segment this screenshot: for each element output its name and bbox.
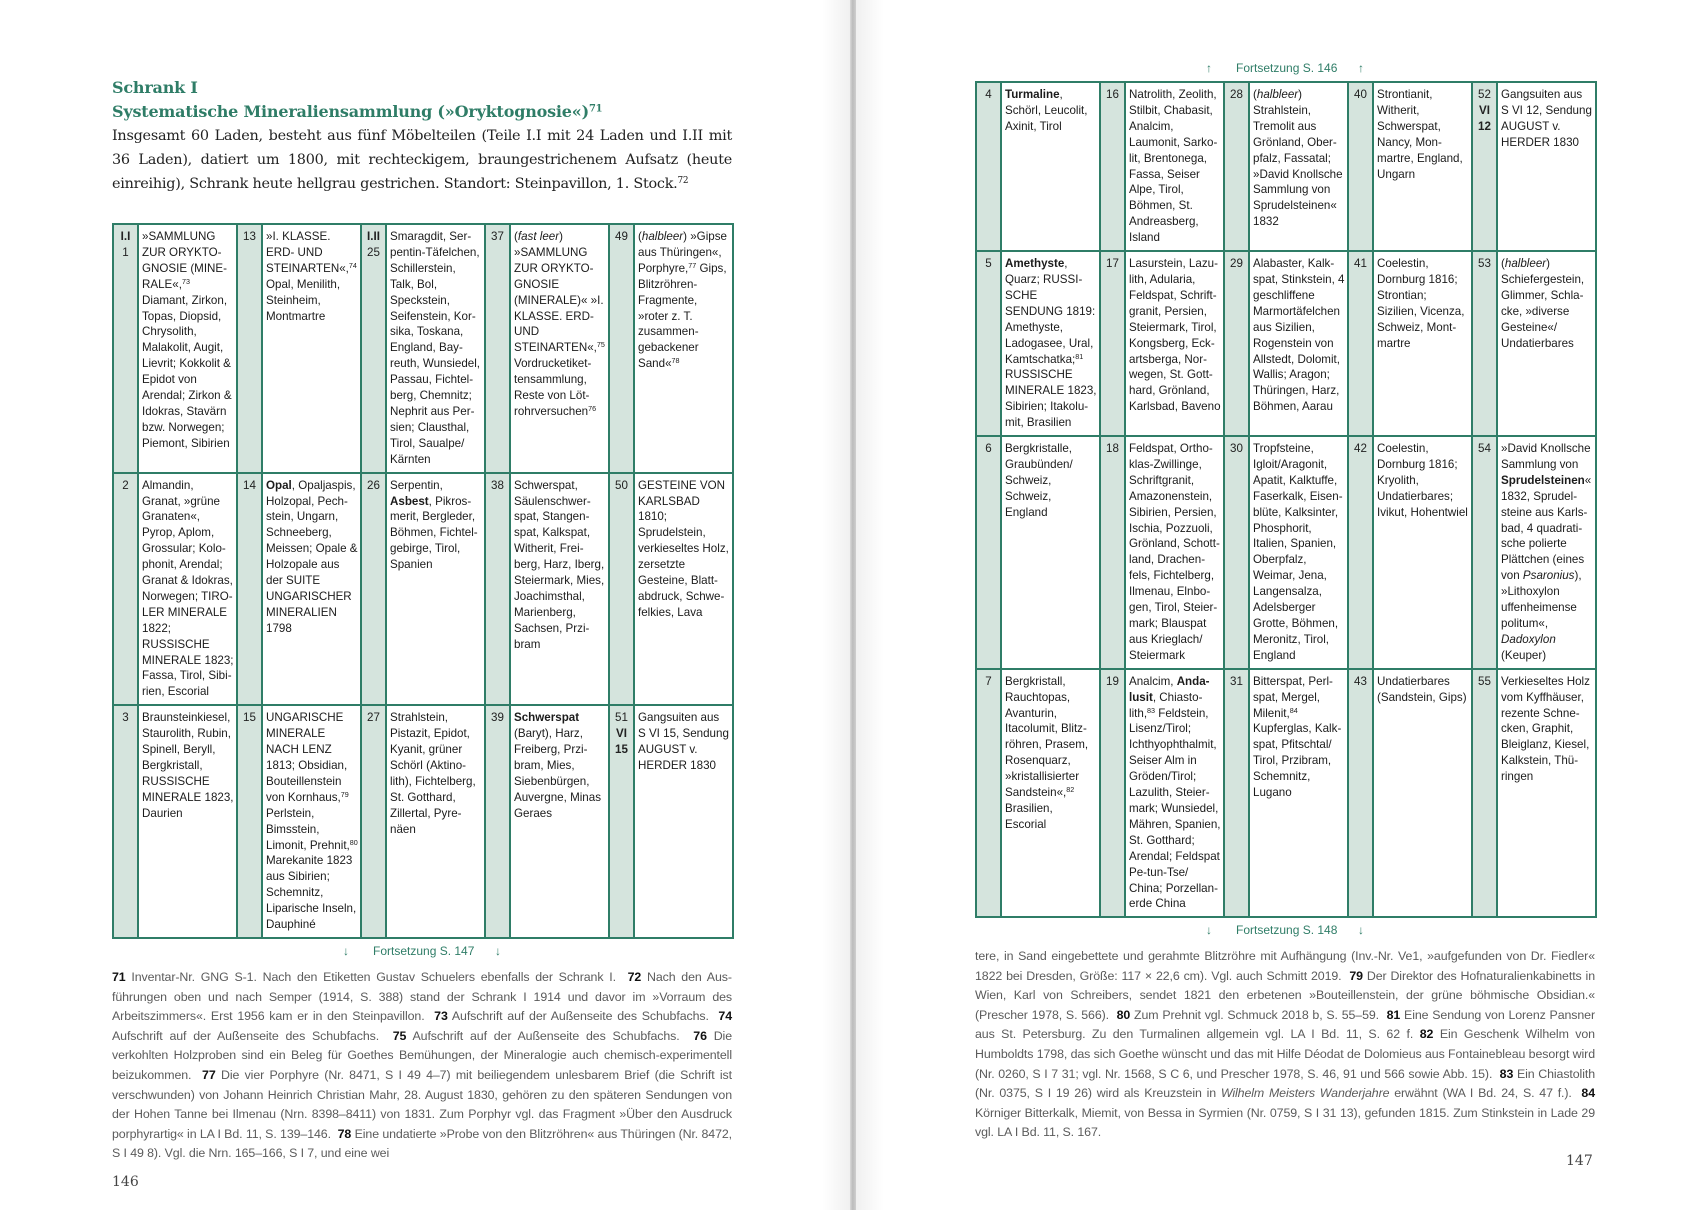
drawer-number: [1100, 251, 1125, 436]
drawer-number: [1348, 436, 1373, 669]
table-row: [976, 436, 1596, 669]
drawer-number: [1348, 669, 1373, 918]
drawer-number: [1100, 436, 1125, 669]
drawer-contents: (halbleer) »Gipse aus Thüringen«, Porphyre,$^{77}$ Gips, Blitzröhren-Fragmente, »roter z. T. zusammengebackener Sand«$^{78}$: [634, 224, 733, 473]
drawer-number: [113, 224, 138, 473]
drawer-number: [113, 473, 138, 706]
drawer-number-label: 51: [615, 711, 628, 725]
drawer-number-label: 14: [243, 478, 256, 492]
drawer-number: [237, 224, 262, 473]
drawer-number: [485, 705, 510, 938]
drawer-number-label: 43: [1354, 674, 1367, 688]
drawer-number: [609, 705, 634, 938]
drawer-contents: Smaragdit, Serpentin-Täfelchen, Schillerstein, Talk, Bol, Speckstein, Seifenstein, Korsika, Toskana, England, Bayreuth, Wunsiedel, Passau, Fichtelberg, Chemnitz; Nephrit aus Persien; Clausthal, Tirol, Saualpe/ Kärnten: [386, 224, 485, 473]
drawer-number-label: 2: [122, 478, 129, 492]
page-edge-shadow: [822, 0, 850, 1210]
footnote-ref: 71: [588, 103, 603, 115]
drawer-number: [1472, 669, 1497, 918]
drawer-contents: (fast leer) »SAMMLUNG ZUR ORYKTOGNOSIE (MINERALE)« »I. KLASSE. ERD- UND STEINARTEN«,$^{75}$ Vordrucketikettensammlung, Reste von Lötrohrversuchen$^{76}$: [510, 224, 609, 473]
drawer-contents: Schwerspat, Säulenschwerspat, Stangenspat, Kalkspat, Witherit, Freiberg, Harz, Iberg, Steiermark, Mies, Joachimsthal, Marienberg, Sachsen, Przibram: [510, 473, 609, 706]
drawer-sub-label: VI: [1479, 103, 1490, 117]
drawer-contents: Serpentin, Asbest, Pikrosmerit, Bergleder, Böhmen, Fichtelgebirge, Tirol, Spanien: [386, 473, 485, 706]
continuation-note: [343, 944, 513, 960]
arrow-up-icon: ↑: [1358, 61, 1364, 75]
drawer-contents: Coelestin, Dornburg 1816; Kryolith, Undatierbares; Ivikut, Hohentwiel: [1373, 436, 1472, 669]
footnotes: tere, in Sand eingebettete und gerahmte Blitzröhre mit Aufhängung (Inv.-Nr. Ve1, »aufgefunden von Dr. Fiedler« 1822 bei Dresden, Größe: 117 × 22,6 cm). Vgl. auch Schmitt 2019. 79 Der Direktor des Hofnaturalienkabinetts in Wien, Karl von Schreibers, sendet 1821 den erbetenen »Bouteillenstein, der grüne böhmische Obsidian.« (Prescher 1978, S. 566). 80 Zum Prehnit vgl. Schmuck 2018 b, S. 55–59. 81 Eine Sendung von Lorenz Pansner aus St. Petersburg. Zu den Turmalinen allgemein vgl. LA I Bd. 11, S. 62 f. 82 Ein Geschenk Wilhelm von Humboldts 1798, das sich Goethe wünscht und das mit Hilfe Déodat de Dolomieus aus Fontainebleau besorgt wird (Nr. 0260, S I 7 31; vgl. Nr. 1568, S C 6, und Prescher 1978, S. 46, 91 und 566 sowie Abb. 15). 83 Ein Chiastolith (Nr. 0375, S I 19 26) wird als Kreuzstein in Wilhelm Meisters Wanderjahre erwähnt (WA I Bd. 24, S. 47 f.). 84 Körniger Bitterkalk, Miemit, von Bessa in Syrmien (Nr. 0759, S I 31 13), gefunden 1815. Zum Stinkstein in Lade 29 vgl. LA I Bd. 11, S. 167.: [975, 949, 1595, 1140]
page-number: 146: [112, 1174, 139, 1190]
drawer-number-label: 18: [1106, 442, 1119, 456]
table-row: [976, 82, 1596, 251]
drawer-number: [1472, 251, 1497, 436]
drawer-contents: Turmaline, Schörl, Leucolit, Axinit, Tirol: [1001, 82, 1100, 251]
drawer-number: [609, 224, 634, 473]
drawer-sub-label: VI: [616, 727, 627, 741]
drawer-number-label: I.I: [120, 230, 131, 243]
drawer-number: [609, 473, 634, 706]
arrow-down-icon: ↓: [1358, 923, 1364, 937]
table-row: [976, 669, 1596, 918]
drawer-number-label: 3: [122, 711, 129, 725]
continuation-note-top: [1206, 61, 1376, 77]
drawer-number-label: 19: [1106, 674, 1119, 688]
arrow-down-icon: ↓: [1206, 923, 1212, 937]
drawer-number-label: 29: [1230, 257, 1243, 271]
drawer-number: [1224, 82, 1249, 251]
drawer-contents: Schwerspat (Baryt), Harz, Freiberg, Przibram, Mies, Siebenbürgen, Auvergne, Minas Geraes: [510, 705, 609, 938]
drawer-number-label: 30: [1230, 442, 1243, 456]
drawer-number: [1472, 82, 1497, 251]
continuation-link[interactable]: Fortsetzung S. 148: [1236, 923, 1338, 937]
table-row: [113, 473, 733, 706]
drawer-number-label: I.II: [367, 230, 380, 243]
drawer-contents: Strahlstein, Pistazit, Epidot, Kyanit, grüner Schörl (Aktinolith), Fichtelberg, St. Gotthard, Zillertal, Pyrenäen: [386, 705, 485, 938]
drawer-number: [1472, 436, 1497, 669]
intro-text: Insgesamt 60 Laden, besteht aus fünf Möbelteilen (Teile I.I mit 24 Laden und I.II mit 36 Laden), datiert um 1800, mit rechteckigem, braungestrichenem Aufsatz (heute einreihig), Schrank heute hellgrau gestrichen. Standort: Steinpavillon, 1. Stock.: [112, 128, 732, 192]
drawer-number: [485, 224, 510, 473]
drawer-number-label: 26: [367, 478, 380, 492]
arrow-down-icon: ↓: [495, 944, 501, 958]
drawer-number: [976, 436, 1001, 669]
drawer-number: [113, 705, 138, 938]
drawer-number-label: 4: [985, 88, 992, 101]
drawer-contents: Natrolith, Zeolith, Stilbit, Chabasit, Analcim, Laumonit, Sarkolit, Brentonega, Fassa, Seiser Alpe, Tirol, Böhmen, St. Andreasberg, Island: [1125, 82, 1224, 251]
drawer-contents: Gangsuiten aus S VI 15, Sendung AUGUST v. HERDER 1830: [634, 705, 733, 938]
drawer-number-label: 41: [1354, 257, 1367, 271]
table-row: [976, 251, 1596, 436]
drawer-contents: (halbleer) Strahlstein, Tremolit aus Grönland, Oberpfalz, Fassatal; »David Knollsche Sammlung von Sprudelsteinen« 1832: [1249, 82, 1348, 251]
drawer-number-label: 50: [615, 478, 628, 492]
drawer-number-label: 42: [1354, 442, 1367, 456]
drawer-contents: »SAMMLUNG ZUR ORYKTOGNOSIE (MINERALE«,$^{73}$ Diamant, Zirkon, Topas, Diopsid, Chrysolith, Malakolit, Augit, Lievrit; Kokkolit & Epidot von Arendal; Zirkon & Idokras, Stavärn bzw. Norwegen; Piemont, Sibirien: [138, 224, 237, 473]
drawer-number-label: 27: [367, 711, 380, 725]
page-edge-shadow: [856, 0, 884, 1210]
drawer-number-label: 53: [1478, 257, 1491, 271]
drawer-contents: Bitterspat, Perlspat, Mergel, Milenit,$^{84}$ Kupferglas, Kalkspat, Pfitschtal/ Tirol, Przibram, Schemnitz, Lugano: [1249, 669, 1348, 918]
drawer-contents: (halbleer) Schiefergestein, Glimmer, Schlacke, »diverse Gesteine«/ Undatierbares: [1497, 251, 1596, 436]
arrow-up-icon: ↑: [1206, 61, 1212, 75]
drawer-contents: Bergkristalle, Graubünden/ Schweiz, Schweiz, England: [1001, 436, 1100, 669]
subheading-text: Systematische Mineraliensammlung (»Oryktognosie«): [112, 102, 589, 121]
drawer-number-label: 31: [1230, 674, 1243, 688]
drawer-sub-label: 25: [367, 245, 380, 259]
drawer-number: [1100, 669, 1125, 918]
drawer-number-label: 7: [985, 674, 992, 688]
drawer-contents: »David Knollsche Sammlung von Sprudelsteinen« 1832, Sprudelsteine aus Karlsbad, 4 quadratische polierte Plättchen (eines von Psaronius), »Lithoxylon uffenheimense politum«, Dadoxylon (Keuper): [1497, 436, 1596, 669]
drawer-number: [1100, 82, 1125, 251]
drawer-contents: Opal, Opaljaspis, Holzopal, Pechstein, Ungarn, Schneeberg, Meissen; Opale & Holzopale aus der SUITE UNGARISCHER MINERALIEN 1798: [262, 473, 361, 706]
drawer-contents: Alabaster, Kalkspat, Stinkstein, 4 geschliffene Marmortäfelchen aus Sizilien, Rogenstein von Allstedt, Dolomit, Wallis; Aragon; Thüringen, Harz, Böhmen, Aarau: [1249, 251, 1348, 436]
drawer-sub-label: 12: [1478, 119, 1491, 133]
intro-paragraph: [112, 124, 732, 196]
drawer-table: [112, 223, 734, 939]
drawer-number-label: 49: [615, 230, 628, 243]
drawer-number: [361, 473, 386, 706]
drawer-contents: Braunsteinkiesel, Staurolith, Rubin, Spinell, Beryll, Bergkristall, RUSSISCHE MINERALE 1823, Daurien: [138, 705, 237, 938]
drawer-contents: Analcim, Andalusit, Chiastolith,$^{83}$ Feldstein, Lisenz/Tirol; Ichthyophthalmit, Seiser Alm in Gröden/Tirol; Lazulith, Steiermark; Wunsiedel, Mähren, Spanien, St. Gotthard; Arendal; Feldspat Pe-tun-Tse/ China; Porzellanerde China: [1125, 669, 1224, 918]
drawer-number-label: 28: [1230, 88, 1243, 101]
drawer-number: [976, 669, 1001, 918]
footnotes: 71 Inventar-Nr. GNG S-1. Nach den Etiketten Gustav Schuelers ebenfalls der Schrank I. 72 Nach den Ausführungen oben und nach Semper (1914, S. 388) stand der Schrank I 1914 und davor im »Vorraum des Arbeitszimmers«. Erst 1956 kam er in den Steinpavillon. 73 Aufschrift auf der Außenseite des Schubfachs. 74 Aufschrift auf der Außenseite des Schubfachs. 75 Aufschrift auf der Außenseite des Schubfachs. 76 Die verkohlten Holzproben sind ein Beleg für Goethes Bemühungen, der Mineralogie auch chemisch-experimentell beizukommen. 77 Die vier Porphyre (Nr. 8471, S I 49 4–7) mit beiliegendem unlesbarem Brief (die Schrift ist verschwunden) von Johann Heinrich Christian Mahr, 28. August 1830, gehören zu den späteren Sendungen von der Hohen Tanne bei Ilmenau (Nrn. 8398–8411) von 1831. Zum Porphyr vgl. das Fragment »Über den Ausdruck porphyrartig« in LA I Bd. 11, S. 139–146. 78 Eine undatierte »Probe von den Blitzröhren« aus Thüringen (Nr. 8472, S I 49 8). Vgl. die Nrn. 165–166, S I 7, und eine wei: [112, 970, 733, 1161]
drawer-number-label: 38: [491, 478, 504, 492]
drawer-contents: Almandin, Granat, »grüne Granaten«, Pyrop, Aplom, Grossular; Kolophonit, Arendal; Granat & Idokras, Norwegen; TIROLER MINERALE 1822; RUSSISCHE MINERALE 1823; Fassa, Tirol, Sibirien, Escorial: [138, 473, 237, 706]
left-page: [0, 0, 850, 1210]
drawer-contents: GESTEINE VON KARLSBAD 1810; Sprudelstein, verkieseltes Holz, zersetzte Gesteine, Blattabdruck, Schwefelkies, Lava: [634, 473, 733, 706]
drawer-contents: UNGARISCHE MINERALE NACH LENZ 1813; Obsidian, Bouteillenstein von Kornhaus,$^{79}$ Perlstein, Bimsstein, Limonit, Prehnit,$^{80}$ Marekanite 1823 aus Sibirien; Schemnitz, Liparische Inseln, Dauphiné: [262, 705, 361, 938]
drawer-number-label: 39: [491, 711, 504, 725]
drawer-sub-label: 15: [615, 743, 628, 757]
continuation-link[interactable]: Fortsetzung S. 147: [373, 944, 475, 958]
drawer-number-label: 5: [985, 257, 992, 271]
drawer-number: [361, 705, 386, 938]
drawer-number: [1348, 251, 1373, 436]
section-subheading: [112, 100, 602, 124]
drawer-number: [1348, 82, 1373, 251]
drawer-number-label: 17: [1106, 257, 1119, 271]
drawer-number: [485, 473, 510, 706]
drawer-number-label: 13: [243, 230, 256, 243]
drawer-number: [1224, 436, 1249, 669]
drawer-number-label: 52: [1478, 88, 1491, 101]
drawer-number-label: 55: [1478, 674, 1491, 688]
drawer-table: [975, 81, 1597, 918]
drawer-contents: Bergkristall, Rauchtopas, Avanturin, Itacolumit, Blitzröhren, Prasem, Rosenquarz, »kristallisierter Sandstein«,$^{82}$ Brasilien, Escorial: [1001, 669, 1100, 918]
drawer-number: [1224, 251, 1249, 436]
table-row: [113, 224, 733, 473]
drawer-number: [976, 82, 1001, 251]
section-heading: Schrank I: [112, 78, 198, 97]
continuation-note-bottom: [1206, 923, 1376, 939]
page-number: 147: [1566, 1153, 1593, 1169]
drawer-contents: Undatierbares (Sandstein, Gips): [1373, 669, 1472, 918]
table-row: [113, 705, 733, 938]
drawer-number: [237, 473, 262, 706]
drawer-contents: Lasurstein, Lazulith, Adularia, Feldspat, Schriftgranit, Persien, Steiermark, Tirol, Kongsberg, Eckartsberga, Norwegen, St. Gotthard, Grönland, Karlsbad, Baveno: [1125, 251, 1224, 436]
arrow-down-icon: ↓: [343, 944, 349, 958]
drawer-number-label: 6: [985, 442, 992, 456]
footnote-ref: 72: [677, 176, 689, 187]
drawer-sub-label: 1: [122, 245, 129, 259]
drawer-number: [976, 251, 1001, 436]
drawer-number: [237, 705, 262, 938]
drawer-number-label: 40: [1354, 88, 1367, 101]
drawer-number: [1224, 669, 1249, 918]
drawer-number-label: 37: [491, 230, 504, 243]
drawer-number: [361, 224, 386, 473]
drawer-number-label: 15: [243, 711, 256, 725]
drawer-number-label: 16: [1106, 88, 1119, 101]
drawer-number-label: 54: [1478, 442, 1491, 456]
drawer-contents: Strontianit, Witherit, Schwerspat, Nancy, Monmartre, England, Ungarn: [1373, 82, 1472, 251]
drawer-contents: Tropfsteine, Igloit/Aragonit, Apatit, Kalktuffe, Faserkalk, Eisenblüte, Kalksinter, Phosphorit, Italien, Spanien, Oberpfalz, Weimar, Jena, Langensalza, Adelsberger Grotte, Böhmen, Meronitz, Tirol, England: [1249, 436, 1348, 669]
drawer-contents: Verkieseltes Holz vom Kyffhäuser, rezente Schnecken, Graphit, Bleiglanz, Kiesel, Kalkstein, Thüringen: [1497, 669, 1596, 918]
drawer-contents: Coelestin, Dornburg 1816; Strontian; Sizilien, Vicenza, Schweiz, Montmartre: [1373, 251, 1472, 436]
drawer-contents: Amethyste, Quarz; RUSSISCHE SENDUNG 1819: Amethyste, Ladogasee, Ural, Kamtschatka;$^{81}$ RUSSISCHE MINERALE 1823, Sibirien; Itakolumit, Brasilien: [1001, 251, 1100, 436]
drawer-contents: »I. KLASSE. ERD- UND STEINARTEN«,$^{74}$ Opal, Menilith, Steinheim, Montmartre: [262, 224, 361, 473]
drawer-contents: Gangsuiten aus S VI 12, Sendung AUGUST v. HERDER 1830: [1497, 82, 1596, 251]
continuation-link[interactable]: Fortsetzung S. 146: [1236, 61, 1338, 75]
drawer-contents: Feldspat, Orthoklas-Zwillinge, Schriftgranit, Amazonenstein, Sibirien, Persien, Ischia, Pozzuoli, Grönland, Schottland, Drachenfels, Fichtelberg, Ilmenau, Elnbogen, Tirol, Steiermark; Blauspat aus Krieglach/ Steiermark: [1125, 436, 1224, 669]
